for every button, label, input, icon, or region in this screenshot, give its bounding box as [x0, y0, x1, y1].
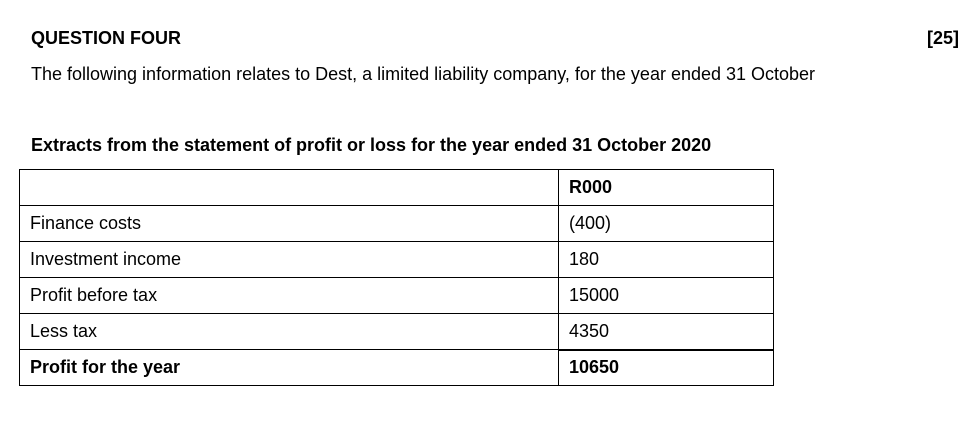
question-intro: The following information relates to Dest, a limited liability company, for the year ended 31 October — [31, 64, 816, 84]
total-label: Profit for the year — [20, 350, 559, 386]
row-value: (400) — [559, 206, 774, 242]
header-currency-cell: R000 — [559, 170, 774, 206]
row-label: Finance costs — [20, 206, 559, 242]
table-row — [20, 206, 774, 242]
row-label: Investment income — [20, 242, 559, 278]
row-value: 4350 — [559, 314, 774, 350]
row-value: 15000 — [559, 278, 774, 314]
row-value: 180 — [559, 242, 774, 278]
extract-title: Extracts from the statement of profit or loss for the year ended 31 October 2020 — [31, 135, 712, 155]
header-label-cell — [20, 170, 559, 206]
table-row — [20, 278, 774, 314]
table-row — [20, 242, 774, 278]
question-heading: QUESTION FOUR — [31, 28, 182, 48]
table-total-row — [20, 350, 774, 386]
total-value: 10650 — [559, 350, 774, 386]
profit-loss-table — [19, 169, 774, 386]
row-label: Less tax — [20, 314, 559, 350]
table-header-row — [20, 170, 774, 206]
row-label: Profit before tax — [20, 278, 559, 314]
table-row — [20, 314, 774, 350]
question-marks: [25] — [926, 28, 959, 48]
